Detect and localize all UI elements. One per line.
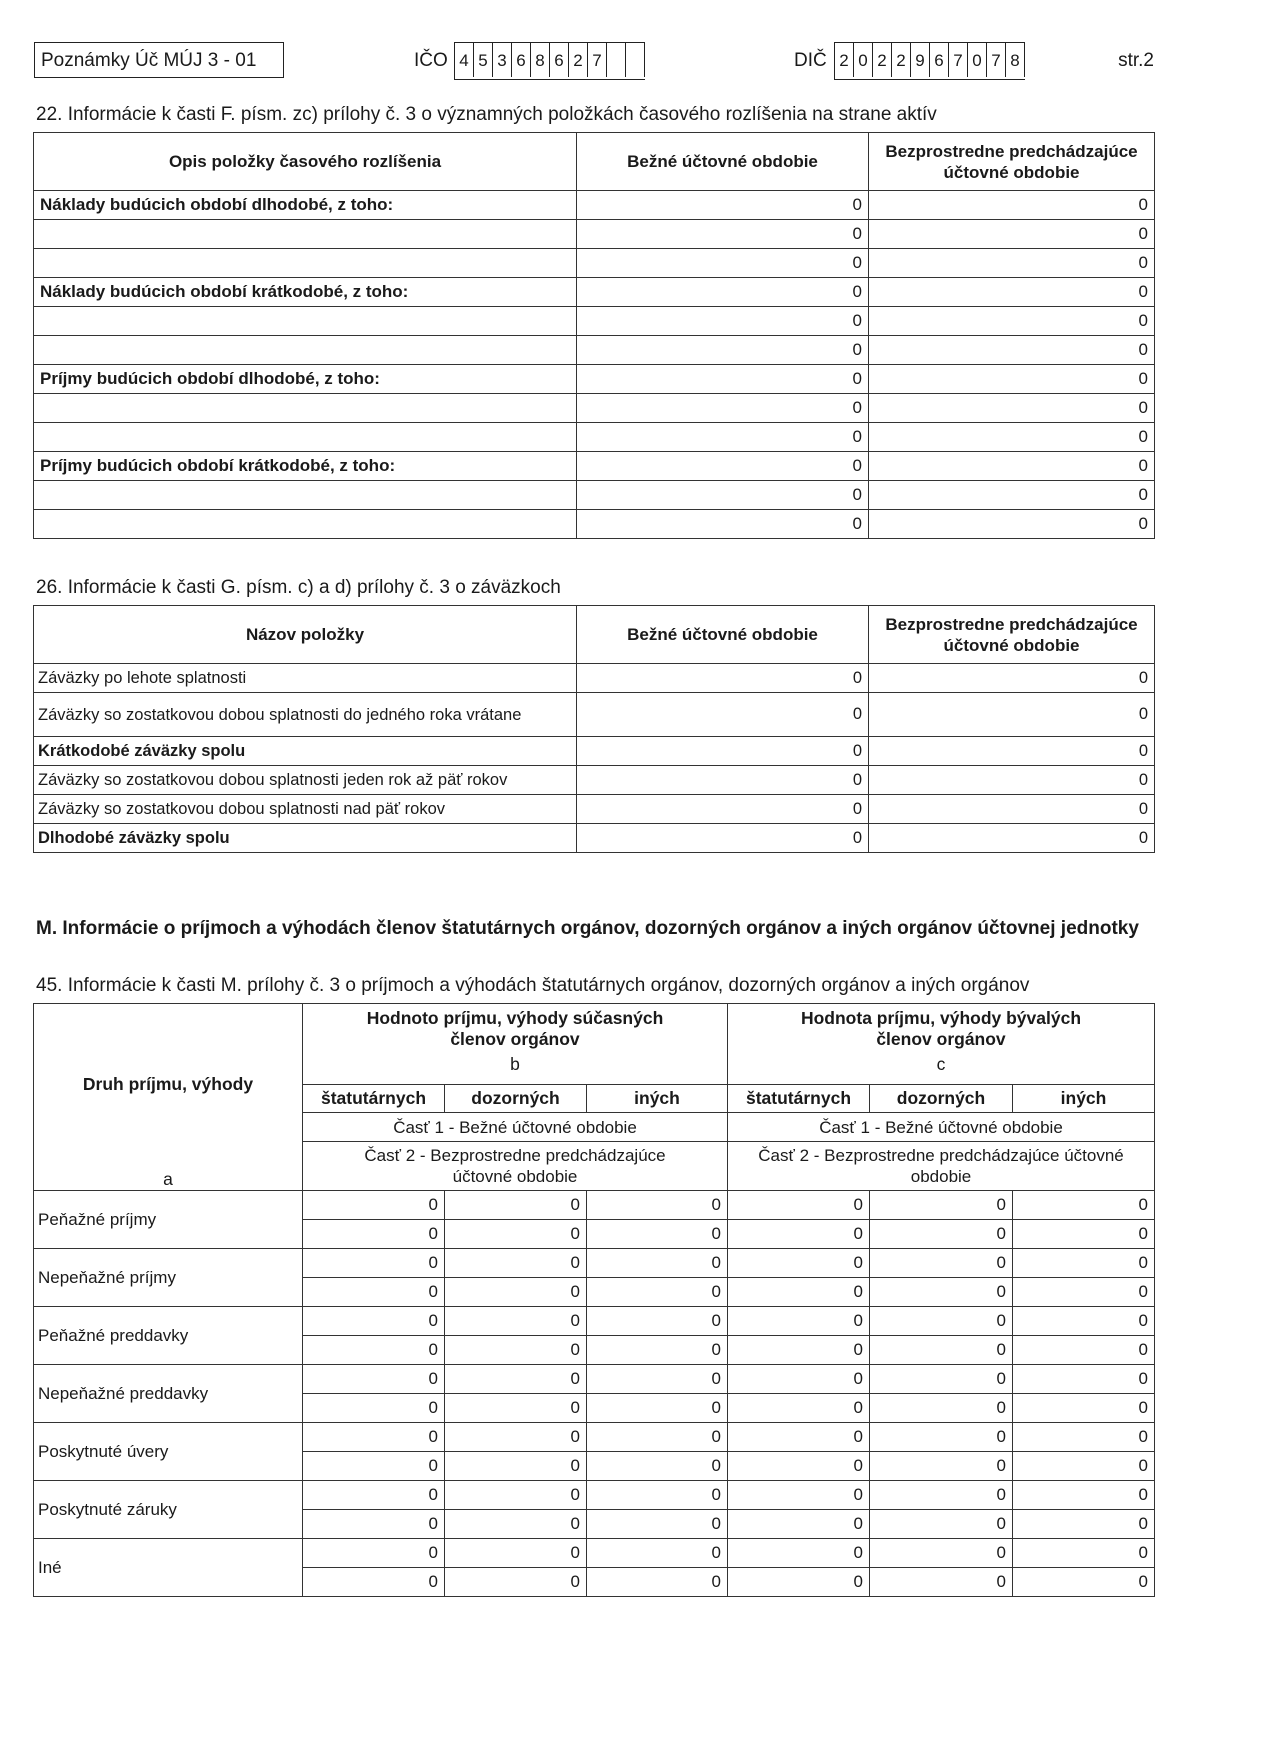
part1-value: 0: [587, 1249, 728, 1278]
ico-digit: 7: [588, 43, 607, 77]
row-label: Krátkodobé záväzky spolu: [34, 737, 577, 766]
part1-value: 0: [303, 1191, 445, 1220]
current-period-value: 0: [577, 481, 869, 510]
table-row: [34, 249, 1155, 278]
part1-value: 0: [445, 1249, 587, 1278]
current-period-value: 0: [577, 795, 869, 824]
page-number: str.2: [1118, 50, 1154, 71]
previous-period-value: 0: [869, 278, 1155, 307]
col-header-current-members: [303, 1004, 728, 1085]
previous-period-value: 0: [869, 336, 1155, 365]
part1-label: Časť 1 - Bežné účtovné obdobie: [303, 1113, 728, 1142]
current-period-value: 0: [577, 365, 869, 394]
part2-value: 0: [445, 1278, 587, 1307]
col-header-current: Bežné účtovné obdobie: [577, 606, 869, 664]
part1-value: 0: [870, 1365, 1013, 1394]
col-letter-b: b: [510, 1054, 520, 1074]
part1-value: 0: [1013, 1539, 1155, 1568]
row-label: Poskytnuté záruky: [34, 1481, 303, 1539]
part1-value: 0: [303, 1423, 445, 1452]
table-row: [34, 394, 1155, 423]
table-row: [34, 693, 1155, 737]
sub-col-header: štatutárnych: [728, 1084, 870, 1112]
part1-value: 0: [870, 1307, 1013, 1336]
part1-value: 0: [587, 1539, 728, 1568]
previous-period-value: 0: [869, 481, 1155, 510]
col-letter-a: a: [163, 1169, 173, 1189]
table-row: [34, 365, 1155, 394]
col-header-former-members: [728, 1004, 1155, 1085]
part2-value: 0: [303, 1394, 445, 1423]
row-label: Dlhodobé záväzky spolu: [34, 824, 577, 853]
part2-value: 0: [587, 1336, 728, 1365]
part1-value: 0: [587, 1481, 728, 1510]
row-label: [34, 481, 577, 510]
part2-value: 0: [587, 1568, 728, 1597]
part1-value: 0: [728, 1539, 870, 1568]
table-row: [34, 510, 1155, 539]
part2-value: 0: [728, 1452, 870, 1481]
dic-label: DIČ: [794, 50, 827, 71]
part1-value: 0: [870, 1423, 1013, 1452]
current-period-value: 0: [577, 452, 869, 481]
section-m-heading: M. Informácie o príjmoch a výhodách členov štatutárnych orgánov, dozorných orgánov a iných orgánov účtovnej jednotky: [36, 918, 1139, 939]
part2-value: 0: [1013, 1278, 1155, 1307]
col-header-previous: Bezprostredne predchádzajúce účtovné obdobie: [869, 133, 1155, 191]
row-label: Iné: [34, 1539, 303, 1597]
table-row: [34, 1481, 1155, 1510]
previous-period-value: 0: [869, 452, 1155, 481]
row-label: Nepeňažné preddavky: [34, 1365, 303, 1423]
table-row: [34, 1307, 1155, 1336]
part2-value: 0: [587, 1278, 728, 1307]
part2-value: 0: [445, 1568, 587, 1597]
row-label: Záväzky so zostatkovou dobou splatnosti jeden rok až päť rokov: [34, 766, 577, 795]
col-letter-c: c: [936, 1054, 946, 1074]
table-row: [34, 664, 1155, 693]
current-period-value: 0: [577, 737, 869, 766]
part1-value: 0: [303, 1365, 445, 1394]
col-header-previous: Bezprostredne predchádzajúce účtovné obdobie: [869, 606, 1155, 664]
ico-digit: 2: [569, 43, 588, 77]
table-row: [34, 737, 1155, 766]
table-row: [34, 1191, 1155, 1220]
previous-period-value: 0: [869, 510, 1155, 539]
row-label: [34, 423, 577, 452]
table-row: [34, 824, 1155, 853]
part1-value: 0: [870, 1191, 1013, 1220]
row-label: Záväzky so zostatkovou dobou splatnosti do jedného roka vrátane: [34, 693, 577, 737]
part2-label: Časť 2 - Bezprostredne predchádzajúce účtovné obdobie: [303, 1142, 728, 1191]
form-code: Poznámky Úč MÚJ 3 - 01: [34, 42, 284, 78]
current-period-value: 0: [577, 307, 869, 336]
part1-value: 0: [728, 1481, 870, 1510]
section-45-title: 45. Informácie k časti M. prílohy č. 3 o príjmoch a výhodách štatutárnych orgánov, dozorných orgánov a iných orgánov: [36, 975, 1030, 996]
row-label: Peňažné príjmy: [34, 1191, 303, 1249]
part2-value: 0: [303, 1336, 445, 1365]
sub-col-header: iných: [587, 1084, 728, 1112]
part2-value: 0: [1013, 1452, 1155, 1481]
liabilities-table: [33, 605, 1155, 853]
part2-value: 0: [1013, 1220, 1155, 1249]
part2-value: 0: [870, 1568, 1013, 1597]
ico-digit-boxes: [454, 42, 645, 80]
table-row: [34, 191, 1155, 220]
current-period-value: 0: [577, 249, 869, 278]
part2-value: 0: [728, 1510, 870, 1539]
part2-value: 0: [445, 1394, 587, 1423]
table-row: [34, 1539, 1155, 1568]
part2-value: 0: [870, 1452, 1013, 1481]
ico-digit: 3: [493, 43, 512, 77]
part1-value: 0: [728, 1365, 870, 1394]
part1-value: 0: [445, 1191, 587, 1220]
previous-period-value: 0: [869, 365, 1155, 394]
page-header: [34, 42, 1154, 82]
row-label: [34, 510, 577, 539]
table-row: [34, 336, 1155, 365]
sub-col-header: štatutárnych: [303, 1084, 445, 1112]
part2-value: 0: [303, 1220, 445, 1249]
part1-value: 0: [445, 1481, 587, 1510]
ico-digit: 4: [455, 43, 474, 77]
table-row: [34, 1365, 1155, 1394]
dic-digit: 7: [987, 43, 1006, 77]
part2-value: 0: [870, 1510, 1013, 1539]
previous-period-value: 0: [869, 737, 1155, 766]
current-period-value: 0: [577, 220, 869, 249]
previous-period-value: 0: [869, 394, 1155, 423]
part2-value: 0: [303, 1568, 445, 1597]
dic-digit: 2: [835, 43, 854, 77]
col-header-type-label: Druh príjmu, výhody: [82, 1074, 254, 1094]
current-period-value: 0: [577, 664, 869, 693]
part1-label: Časť 1 - Bežné účtovné obdobie: [728, 1113, 1155, 1142]
row-label: Poskytnuté úvery: [34, 1423, 303, 1481]
ico-label: IČO: [414, 50, 448, 71]
table-row: [34, 1423, 1155, 1452]
table-row: [34, 452, 1155, 481]
row-label: Príjmy budúcich období krátkodobé, z toho:: [34, 452, 577, 481]
row-label: [34, 336, 577, 365]
table-row: [34, 1249, 1155, 1278]
part2-label: Časť 2 - Bezprostredne predchádzajúce účtovné obdobie: [728, 1142, 1155, 1191]
dic-digit: 8: [1006, 43, 1025, 77]
col-header-current-members-label: Hodnoto príjmu, výhody súčasných členov orgánov: [366, 1008, 664, 1049]
part1-value: 0: [1013, 1249, 1155, 1278]
col-header-current: Bežné účtovné obdobie: [577, 133, 869, 191]
part1-value: 0: [1013, 1191, 1155, 1220]
previous-period-value: 0: [869, 795, 1155, 824]
part2-value: 0: [1013, 1394, 1155, 1423]
previous-period-value: 0: [869, 220, 1155, 249]
part1-value: 0: [728, 1307, 870, 1336]
part1-value: 0: [445, 1365, 587, 1394]
part1-value: 0: [445, 1307, 587, 1336]
col-header-type: [34, 1004, 303, 1191]
part2-value: 0: [870, 1220, 1013, 1249]
part1-value: 0: [303, 1249, 445, 1278]
part1-value: 0: [445, 1423, 587, 1452]
board-benefits-table: [33, 1003, 1155, 1597]
part1-value: 0: [728, 1423, 870, 1452]
table-row: [34, 220, 1155, 249]
part2-value: 0: [728, 1394, 870, 1423]
previous-period-value: 0: [869, 249, 1155, 278]
part1-value: 0: [1013, 1365, 1155, 1394]
part1-value: 0: [870, 1481, 1013, 1510]
accruals-table: [33, 132, 1155, 539]
row-label: Náklady budúcich období dlhodobé, z toho:: [34, 191, 577, 220]
part1-value: 0: [728, 1191, 870, 1220]
row-label: [34, 249, 577, 278]
current-period-value: 0: [577, 394, 869, 423]
dic-digit: 2: [892, 43, 911, 77]
part2-value: 0: [1013, 1336, 1155, 1365]
current-period-value: 0: [577, 423, 869, 452]
ico-digit: [607, 43, 626, 77]
sub-col-header: dozorných: [445, 1084, 587, 1112]
part1-value: 0: [870, 1249, 1013, 1278]
section-22-title: 22. Informácie k časti F. písm. zc) prílohy č. 3 o významných položkách časového rozlíšenia na strane aktív: [36, 104, 937, 125]
current-period-value: 0: [577, 766, 869, 795]
previous-period-value: 0: [869, 191, 1155, 220]
dic-digit: 9: [911, 43, 930, 77]
part1-value: 0: [587, 1191, 728, 1220]
part2-value: 0: [587, 1394, 728, 1423]
part2-value: 0: [587, 1510, 728, 1539]
dic-digit: 7: [949, 43, 968, 77]
row-label: Príjmy budúcich období dlhodobé, z toho:: [34, 365, 577, 394]
current-period-value: 0: [577, 278, 869, 307]
previous-period-value: 0: [869, 824, 1155, 853]
table-row: [34, 423, 1155, 452]
part2-value: 0: [1013, 1568, 1155, 1597]
table-row: [34, 278, 1155, 307]
previous-period-value: 0: [869, 693, 1155, 737]
part1-value: 0: [303, 1539, 445, 1568]
part2-value: 0: [587, 1220, 728, 1249]
part2-value: 0: [728, 1220, 870, 1249]
previous-period-value: 0: [869, 307, 1155, 336]
table-row: [34, 766, 1155, 795]
row-label: [34, 307, 577, 336]
part1-value: 0: [587, 1423, 728, 1452]
part1-value: 0: [445, 1539, 587, 1568]
part1-value: 0: [303, 1307, 445, 1336]
col-header-former-members-label: Hodnota príjmu, výhody bývalých členov orgánov: [800, 1008, 1082, 1049]
col-header-item-name: Názov položky: [34, 606, 577, 664]
dic-digit-boxes: [834, 42, 1025, 80]
row-label: [34, 394, 577, 423]
col-header-description: Opis položky časového rozlíšenia: [34, 133, 577, 191]
ico-digit: 6: [550, 43, 569, 77]
row-label: [34, 220, 577, 249]
table-row: [34, 307, 1155, 336]
current-period-value: 0: [577, 336, 869, 365]
part1-value: 0: [587, 1365, 728, 1394]
row-label: Peňažné preddavky: [34, 1307, 303, 1365]
part1-value: 0: [303, 1481, 445, 1510]
part2-value: 0: [587, 1452, 728, 1481]
part1-value: 0: [587, 1307, 728, 1336]
table-row: [34, 795, 1155, 824]
current-period-value: 0: [577, 510, 869, 539]
part2-value: 0: [870, 1278, 1013, 1307]
part2-value: 0: [303, 1278, 445, 1307]
part2-value: 0: [1013, 1510, 1155, 1539]
part2-value: 0: [728, 1278, 870, 1307]
dic-digit: 2: [873, 43, 892, 77]
previous-period-value: 0: [869, 423, 1155, 452]
part2-value: 0: [728, 1568, 870, 1597]
previous-period-value: 0: [869, 664, 1155, 693]
part1-value: 0: [870, 1539, 1013, 1568]
part2-value: 0: [445, 1336, 587, 1365]
sub-col-header: iných: [1013, 1084, 1155, 1112]
ico-digit: 8: [531, 43, 550, 77]
section-26-title: 26. Informácie k časti G. písm. c) a d) prílohy č. 3 o záväzkoch: [36, 577, 561, 598]
part1-value: 0: [1013, 1307, 1155, 1336]
part1-value: 0: [1013, 1481, 1155, 1510]
dic-digit: 6: [930, 43, 949, 77]
table-row: [34, 481, 1155, 510]
current-period-value: 0: [577, 191, 869, 220]
part2-value: 0: [303, 1510, 445, 1539]
row-label: Záväzky so zostatkovou dobou splatnosti nad päť rokov: [34, 795, 577, 824]
part1-value: 0: [1013, 1423, 1155, 1452]
dic-digit: 0: [968, 43, 987, 77]
ico-digit: 6: [512, 43, 531, 77]
part1-value: 0: [728, 1249, 870, 1278]
part2-value: 0: [445, 1220, 587, 1249]
previous-period-value: 0: [869, 766, 1155, 795]
ico-digit: [626, 43, 645, 77]
row-label: Náklady budúcich období krátkodobé, z toho:: [34, 278, 577, 307]
current-period-value: 0: [577, 693, 869, 737]
part2-value: 0: [728, 1336, 870, 1365]
sub-col-header: dozorných: [870, 1084, 1013, 1112]
part2-value: 0: [870, 1394, 1013, 1423]
part2-value: 0: [445, 1510, 587, 1539]
part2-value: 0: [870, 1336, 1013, 1365]
row-label: Nepeňažné príjmy: [34, 1249, 303, 1307]
part2-value: 0: [303, 1452, 445, 1481]
dic-digit: 0: [854, 43, 873, 77]
part2-value: 0: [445, 1452, 587, 1481]
row-label: Záväzky po lehote splatnosti: [34, 664, 577, 693]
ico-digit: 5: [474, 43, 493, 77]
current-period-value: 0: [577, 824, 869, 853]
